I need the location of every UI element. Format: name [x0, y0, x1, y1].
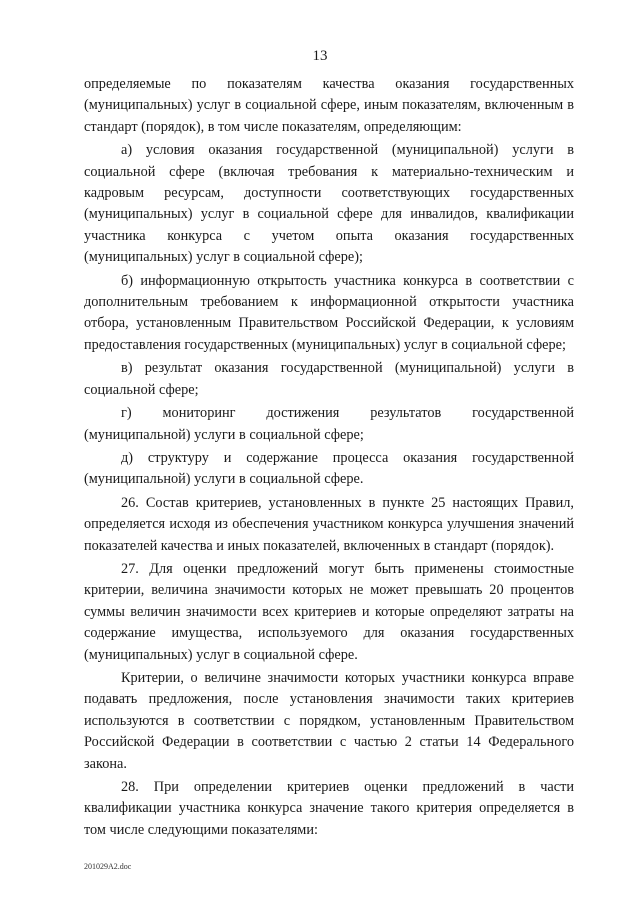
paragraph-item-a: а) условия оказания государственной (муниципальной) услуги в социальной сфере (включая требования к материально-техническим и кадровым ресурсам, доступности соответствующих государственных (муниципальных) услуг в социальной сфере для инвалидов, квалификации участника конкурса с учетом опыта оказания государственных (муниципальных) услуг в социальной сфере);: [84, 142, 574, 266]
paragraph-clause-26: 26. Состав критериев, установленных в пункте 25 настоящих Правил, определяется исходя из обеспечения участником конкурса улучшения значений показателей качества и иных показателей, включенных в стандарт (порядок).: [84, 494, 574, 554]
footer-filename: 201029A2.doc: [84, 862, 132, 871]
paragraph-item-v: в) результат оказания государственной (муниципальной) услуги в социальной сфере;: [84, 360, 574, 398]
paragraph-item-g: г) мониторинг достижения результатов государственной (муниципальной) услуги в социальной сфере;: [84, 405, 574, 443]
paragraph-item-b: б) информационную открытость участника конкурса в соответствии с дополнительным требованием к информационной открытости участника отбора, установленным Правительством Российской Федерации, к условиям предоставления государственных (муниципальных) услуг в социальной сфере;: [84, 272, 574, 353]
paragraph-clause-27: 27. Для оценки предложений могут быть применены стоимостные критерии, величина значимости которых не может превышать 20 процентов суммы величин значимости всех критериев и которые определяют затраты на содержание имущества, используемого для оказания государственных (муниципальных) услуг в социальной сфере.: [84, 560, 574, 663]
paragraph-criteria: Критерии, о величине значимости которых участники конкурса вправе подавать предложения, после установления значимости таких критериев используются в соответствии с порядком, установленным Правительством Российской Федерации в соответствии с частью 2 статьи 14 Федерального закона.: [84, 669, 574, 772]
paragraph-continuation: определяемые по показателям качества оказания государственных (муниципальных) услуг в социальной сфере, иным показателям, включенным в стандарт (порядок), в том числе показателям, определяющим:: [84, 76, 574, 135]
paragraph-clause-28: 28. При определении критериев оценки предложений в части квалификации участника конкурса значение такого критерия определяется в том числе следующими показателями:: [84, 779, 574, 838]
paragraph-item-d: д) структуру и содержание процесса оказания государственной (муниципальной) услуги в социальной сфере.: [84, 449, 574, 488]
document-body: [84, 74, 574, 841]
page-number: 13: [312, 48, 328, 64]
